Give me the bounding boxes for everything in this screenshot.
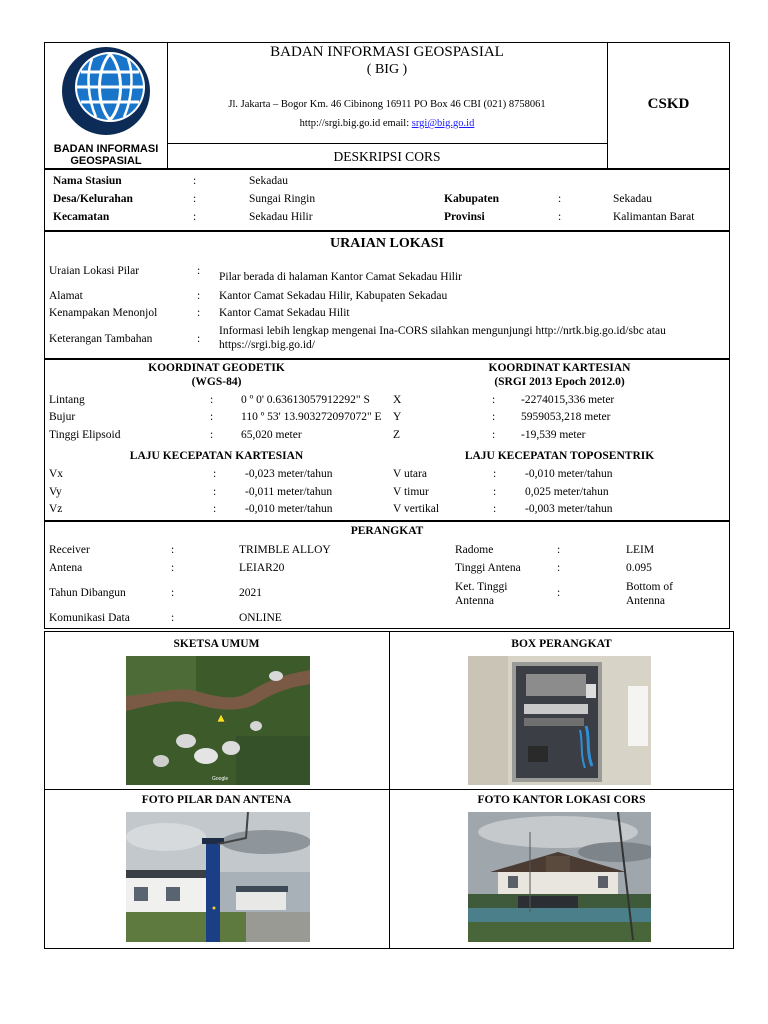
sketch-map-image — [126, 656, 310, 785]
globe-icon — [48, 44, 164, 140]
v-utara-value: -0,010 meter/tahun — [525, 468, 613, 480]
kecamatan-label: Kecamatan — [53, 211, 110, 223]
colon: : — [557, 562, 561, 574]
tahun-label: Tahun Dibangun — [49, 587, 126, 599]
receiver-label: Receiver — [49, 544, 90, 556]
colon: : — [213, 503, 217, 515]
v-vertikal-value: -0,003 meter/tahun — [525, 503, 613, 515]
v-timur-value: 0,025 meter/tahun — [525, 486, 609, 498]
box-title: BOX PERANGKAT — [511, 638, 612, 650]
colon: : — [171, 562, 175, 574]
radome-label: Radome — [455, 544, 494, 556]
desa-label: Desa/Kelurahan — [53, 193, 133, 205]
big-logo — [48, 44, 164, 168]
colon: : — [558, 193, 562, 205]
alamat-label: Alamat — [49, 290, 83, 302]
doc-title: DESKRIPSI CORS — [333, 149, 441, 164]
bujur-label: Bujur — [49, 411, 76, 423]
x-label: X — [393, 394, 402, 406]
pilar-title: FOTO PILAR DAN ANTENA — [141, 794, 292, 806]
provinsi-value: Kalimantan Barat — [613, 211, 695, 223]
lintang-value: 0 º 0' 0.63613057912292" S — [241, 394, 370, 406]
keterangan-label: Keterangan Tambahan — [49, 333, 153, 345]
perangkat-title: PERANGKAT — [350, 525, 424, 537]
ket-tinggi-label: Ket. Tinggi Antenna — [455, 581, 508, 607]
photos-divider-h — [44, 789, 734, 790]
logo-text-line1: BADAN INFORMASI — [53, 143, 159, 155]
kartesian-subtitle: (SRGI 2013 Epoch 2012.0) — [494, 376, 625, 388]
colon: : — [557, 587, 561, 599]
tinggi-antena-label: Tinggi Antena — [455, 562, 521, 574]
equipment-box-image — [468, 656, 651, 785]
receiver-value: TRIMBLE ALLOY — [239, 544, 331, 556]
web-text: http://srgi.big.go.id email: — [299, 118, 412, 129]
colon: : — [197, 333, 201, 345]
colon: : — [210, 429, 214, 441]
office-building-image — [468, 812, 651, 942]
x-value: -2274015,336 meter — [521, 394, 615, 406]
sketsa-title: SKETSA UMUM — [173, 638, 260, 650]
tinggi-antena-value: 0.095 — [626, 562, 652, 574]
colon: : — [197, 307, 201, 319]
antena-label: Antena — [49, 562, 83, 574]
uraian-value: Pilar berada di halaman Kantor Camat Sekadau Hilir — [219, 271, 463, 283]
tahun-value: 2021 — [239, 587, 262, 599]
desa-value: Sungai Ringin — [249, 193, 316, 205]
lintang-label: Lintang — [49, 394, 85, 406]
colon: : — [193, 193, 197, 205]
keterangan-value: Informasi lebih lengkap mengenai Ina-CORS silahkan mengunjungi http://nrtk.big.go.id/sbc atau https://srgi.big.go.id/ — [219, 325, 666, 351]
kecamatan-value: Sekadau Hilir — [249, 211, 313, 223]
colon: : — [492, 411, 496, 423]
colon: : — [197, 265, 201, 277]
laju-toposentrik-title: LAJU KECEPATAN TOPOSENTRIK — [464, 450, 655, 462]
uraian-title: URAIAN LOKASI — [330, 236, 444, 251]
y-label: Y — [393, 411, 402, 423]
web-email-line — [167, 118, 607, 129]
org-name: BADAN INFORMASI GEOSPASIAL — [270, 44, 504, 60]
geodetik-title: KOORDINAT GEODETIK — [148, 362, 285, 374]
colon: : — [171, 587, 175, 599]
perangkat-frame — [44, 521, 730, 629]
geodetik-subtitle: (WGS-84) — [191, 376, 242, 388]
address: Jl. Jakarta – Bogor Km. 46 Cibinong 16911 PO Box 46 CBI (021) 8758061 — [228, 99, 546, 110]
nama-label: Nama Stasiun — [53, 175, 122, 187]
colon: : — [213, 486, 217, 498]
komunikasi-value: ONLINE — [239, 612, 282, 624]
org-short: ( BIG ) — [366, 62, 408, 77]
vy-value: -0,011 meter/tahun — [245, 486, 333, 498]
header-divider-h — [167, 143, 607, 144]
station-code: CSKD — [647, 96, 690, 112]
kabupaten-label: Kabupaten — [444, 193, 499, 205]
colon: : — [197, 290, 201, 302]
uraian-label: Uraian Lokasi Pilar — [49, 265, 140, 277]
colon: : — [493, 486, 497, 498]
provinsi-label: Provinsi — [444, 211, 485, 223]
colon: : — [493, 503, 497, 515]
colon: : — [213, 468, 217, 480]
colon: : — [210, 394, 214, 406]
bujur-value: 110 º 53' 13.903272097072" E — [241, 411, 382, 423]
z-value: -19,539 meter — [521, 429, 586, 441]
nama-value: Sekadau — [249, 175, 288, 187]
alamat-value: Kantor Camat Sekadau Hilir, Kabupaten Sekadau — [219, 290, 448, 302]
pillar-antenna-image — [126, 812, 310, 942]
kabupaten-value: Sekadau — [613, 193, 652, 205]
laju-kartesian-title: LAJU KECEPATAN KARTESIAN — [129, 450, 304, 462]
colon: : — [558, 211, 562, 223]
antena-value: LEIAR20 — [239, 562, 285, 574]
komunikasi-label: Komunikasi Data — [49, 612, 130, 624]
vx-label: Vx — [49, 468, 64, 480]
y-value: 5959053,218 meter — [521, 411, 611, 423]
tinggi-label: Tinggi Elipsoid — [49, 429, 121, 441]
map-credit: Google — [212, 776, 229, 782]
vz-label: Vz — [49, 503, 63, 515]
vz-value: -0,010 meter/tahun — [245, 503, 333, 515]
kenampakan-value: Kantor Camat Sekadau Hilit — [219, 307, 350, 319]
v-vertikal-label: V vertikal — [393, 503, 440, 515]
vx-value: -0,023 meter/tahun — [245, 468, 333, 480]
colon: : — [193, 175, 197, 187]
colon: : — [171, 544, 175, 556]
colon: : — [193, 211, 197, 223]
colon: : — [557, 544, 561, 556]
colon: : — [492, 394, 496, 406]
email-link[interactable]: srgi@big.go.id — [411, 118, 475, 129]
kenampakan-label: Kenampakan Menonjol — [49, 307, 158, 319]
v-timur-label: V timur — [393, 486, 429, 498]
vy-label: Vy — [49, 486, 62, 498]
z-label: Z — [393, 429, 401, 441]
photos-divider-v — [389, 631, 390, 949]
logo-text-line2: GEOSPASIAL — [70, 155, 142, 167]
tinggi-value: 65,020 meter — [241, 429, 302, 441]
v-utara-label: V utara — [393, 468, 427, 480]
colon: : — [493, 468, 497, 480]
colon: : — [171, 612, 175, 624]
colon: : — [492, 429, 496, 441]
colon: : — [210, 411, 214, 423]
ket-tinggi-value: Bottom of Antenna — [626, 581, 673, 607]
kartesian-title: KOORDINAT KARTESIAN — [488, 362, 631, 374]
kantor-title: FOTO KANTOR LOKASI CORS — [477, 794, 646, 806]
radome-value: LEIM — [626, 544, 655, 556]
